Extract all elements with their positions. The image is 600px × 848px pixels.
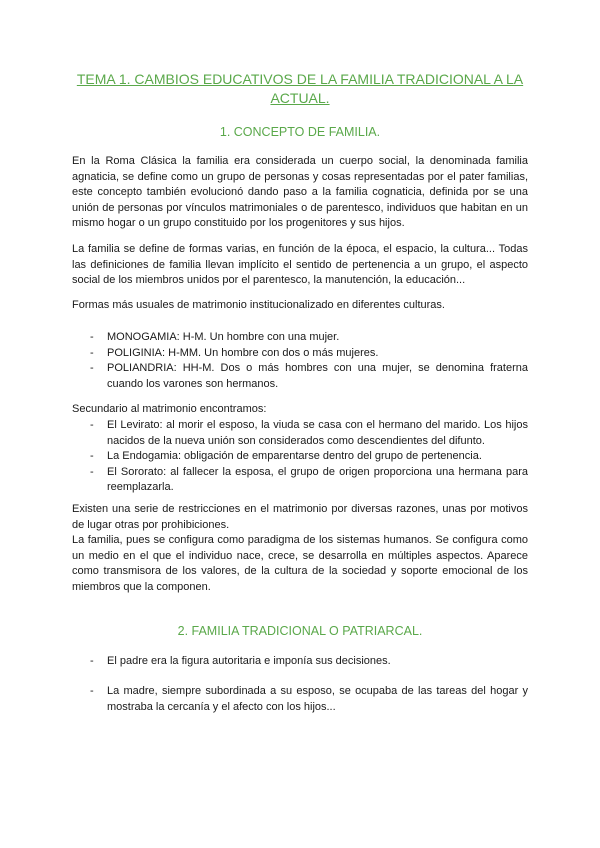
bullet-dash: - xyxy=(90,346,94,359)
bullet-dash: - xyxy=(90,362,94,375)
bullet-dash: - xyxy=(90,655,94,667)
list-item xyxy=(72,418,528,449)
list-item-text: La madre, siempre subordinada a su esposo, se ocupaba de las tareas del hogar y mostraba la cercanía y el afecto con los hijos... xyxy=(107,685,528,713)
bullet-dash: - xyxy=(90,450,94,463)
list-item xyxy=(72,330,528,346)
paragraph-formas-matrimonio: Formas más usuales de matrimonio institucionalizado en diferentes culturas. xyxy=(72,299,445,311)
secondary-list xyxy=(72,418,528,496)
list-item-text: La Endogamia: obligación de emparentarse dentro del grupo de pertenencia. xyxy=(107,450,482,463)
list-item xyxy=(72,449,528,465)
traditional-family-list xyxy=(72,654,528,670)
section-2-heading: 2. FAMILIA TRADICIONAL O PATRIARCAL. xyxy=(177,624,423,638)
list-item xyxy=(72,684,528,715)
list-item xyxy=(72,465,528,496)
list-item-text: El padre era la figura autoritaria e imponía sus decisiones. xyxy=(107,655,391,667)
document-title: TEMA 1. CAMBIOS EDUCATIVOS DE LA FAMILIA TRADICIONAL A LA ACTUAL. xyxy=(76,71,524,106)
list-item xyxy=(72,346,528,362)
list-item-text: El Levirato: al morir el esposo, la viuda se casa con el hermano del marido. Los hijos nacidos de la nueva unión son considerados como descendientes del difunto. xyxy=(107,419,528,447)
list-item-text: POLIANDRIA: HH-M. Dos o más hombres con una mujer, se denomina fraterna cuando los varones son hermanos. xyxy=(107,362,528,390)
list-item-text: MONOGAMIA: H-M. Un hombre con una mujer. xyxy=(107,331,340,343)
bullet-dash: - xyxy=(90,331,94,343)
list-item xyxy=(72,361,528,392)
section-1-heading: 1. CONCEPTO DE FAMILIA. xyxy=(219,125,381,139)
paragraph-definicion-familia: La familia se define de formas varias, en función de la época, el espacio, la cultura... Todas las definiciones de familia llevan implícito el sentido de pertenencia a un grupo, el aspecto social de los miembros unidos por el parentesco, la manutención, la educación... xyxy=(72,243,528,287)
bullet-dash: - xyxy=(90,419,94,431)
marriage-forms-list xyxy=(72,330,528,392)
list-item-text: El Sororato: al fallecer la esposa, el grupo de origen proporciona una hermana para reemplazarla. xyxy=(107,465,528,494)
bullet-dash: - xyxy=(90,465,94,478)
traditional-family-list-2 xyxy=(72,684,528,715)
paragraph-secundario: Secundario al matrimonio encontramos: xyxy=(72,403,267,415)
bullet-dash: - xyxy=(90,685,94,697)
paragraph-restricciones: Existen una serie de restricciones en el matrimonio por diversas razones, unas por motivos de lugar otras por prohibiciones. xyxy=(72,503,528,531)
paragraph-paradigma: La familia, pues se configura como paradigma de los sistemas humanos. Se configura como un medio en el que el individuo nace, crece, se desarrolla en múltiples aspectos. Aparece como transmisora de los valores, de la cultura de la sociedad y soporte emocional de los miembros que la componen. xyxy=(72,534,528,593)
list-item xyxy=(72,654,528,670)
paragraph-roma-clasica: En la Roma Clásica la familia era considerada un cuerpo social, la denominada familia agnaticia, se define como un grupo de personas y cosas representadas por el pater familias, este concepto también evolucionó dando paso a la familia cognaticia, definida por se una unión de personas por vínculos matrimoniales o de parentesco, individuos que habitan en un mismo hogar o un grupo constituido por los progenitores y sus hijos. xyxy=(72,155,528,230)
list-item-text: POLIGINIA: H-MM. Un hombre con dos o más mujeres. xyxy=(107,346,379,359)
